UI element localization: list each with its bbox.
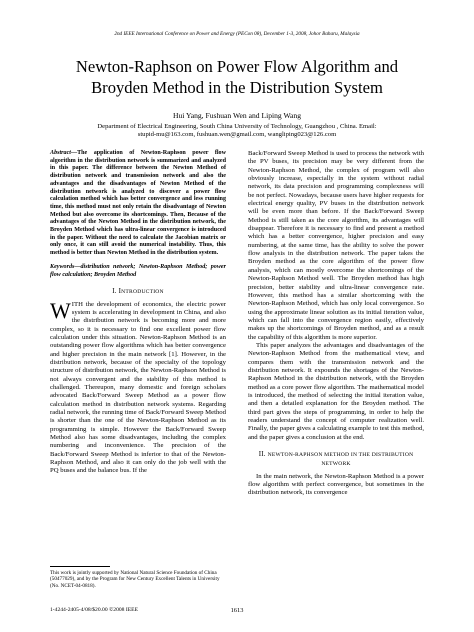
section-title-cap: I [118, 287, 122, 296]
keywords [50, 264, 226, 279]
intro-text: ITH the development of economics, the electric power system is accelerating in development in China, and also the distribution network is becoming more and more complex, so it is necessary to find one excellent power flow calculation under this situation. Newton-Raphson Method is an outstanding power flow algorithms which has better convergence and higher precision in the main network [1]. However, in the distribution network, because of the specialty of the topology structure of distribution network, the Newton-Raphson Method is not always convergent and the stability of this method is challenged. Thereupon, many domestic and foreign scholars advocated Back/Forward Sweep Method as a power flow calculation method in distribution network systems. Regarding radial network, the running time of Back/Forward Sweep Method is shorter than the one of the Newton-Raphson Method as its programming is simple. However the Back/Forward Sweep Method also has some disadvantages, including the complex numbering and inconvenience. The precision of the Back/Forward Sweep Method is inferior to that of the Newton-Raphson Method, and also it can only do the job well with the PQ buses and the balance bus. If the [50, 300, 226, 475]
funding-footnote: This work is jointly supported by National Natural Science Foundation of China (50477029), and by the Program for New Century Excellent Talents in University (No. NCET-04-0818). [50, 570, 220, 589]
conference-header: 2nd IEEE International Conference on Power and Energy (PECon 08), December 1-3, 2008, Johor Baharu, Malaysia [114, 31, 360, 37]
title-line-2: Broyden Method in the Distribution System [91, 78, 383, 97]
section-2-title: NEWTON-RAPHSON METHOD IN THE DISTRIBUTION [267, 452, 414, 459]
drop-cap: W [50, 297, 71, 323]
section-2-title-line-2: NETWORK [321, 461, 351, 468]
section-number: I. [112, 287, 117, 296]
abstract-lead: Abstract [50, 150, 71, 156]
abstract [50, 150, 226, 258]
section-heading-newton-raphson [248, 450, 424, 469]
footnote-rule [50, 566, 110, 567]
section-title-rest: NTRODUCTION [121, 289, 164, 296]
right-column [248, 150, 424, 498]
author-list: Hui Yang, Fushuan Wen and Liping Wang [172, 111, 301, 120]
keywords-lead: Keywords [50, 263, 75, 270]
section-2-paragraph: In the main network, the Newton-Raphson Method is a power flow algorithm with perfect convergence, but sometimes in the distribution network, its convergence [248, 472, 424, 497]
page-number: 1613 [230, 607, 244, 614]
section-2-number: II. [258, 450, 266, 459]
section-heading-introduction [50, 287, 226, 296]
affiliation-line-2: stupid-mu@163.com, fushuan.wen@gmail.com, wangliping023@126.com [137, 131, 337, 139]
affiliation-line-1: Department of Electrical Engineering, South China University of Technology, Guangzhou , China. Email: [97, 123, 377, 130]
title-line-1: Newton-Raphson on Power Flow Algorithm and [75, 57, 399, 76]
paper-title [30, 56, 444, 98]
abstract-text: —The application of Newton-Raphson power flow algorithm in the distribution network is summarized and analyzed in this paper. The difference between the Newton Method of distribution network and transmission network and also the advantages and the disadvantages of Newton Method of the distribution network is analyzed to discover a power flow calculation method which has better convergence and less running time, this method must not only retain the disadvantage of Newton Method but also overcome its shortcomings. Then, Because of the advantages of the Newton Method in the distribution network, the Broyden Method which has ultra-linear convergence is introduced in the paper. Without the need to calculate the Jacobian matrix or only once, it can still avoid the numerical instability. Thus, this method is better than Newton Method in the distribution system. [50, 150, 226, 257]
keywords-text: —distribution network; Newton-Raphson Method; power flow calculation; Broyden Method [50, 263, 226, 278]
right-paragraph-2: This paper analyzes the advantages and disadvantages of the Newton-Raphson Method from the mathematical view, and compares them with the transmission network and the distribution network. It expounds the shortages of the Newton-Raphson Method in the distribution network, with the Broyden method as a core power flow algorithm. The mathematical model is introduced, the method of selecting the initial iteration value, and then a detailed explanation for the Broyden method. The third part gives the steps of programming, in order to help the readers understand the concept of computer realization well. Finally, the paper gives a calculating example to test this method, and the paper gives a conclusion at the end. [248, 341, 424, 441]
right-paragraph-1: Back/Forward Sweep Method is used to process the network with the PV buses, its precision may be very different from the Newton-Raphson Method, the complex of program will also obviously increase, especially in the system without radial network, its data precision and programming complexness will be not perfect. Nowadays, because users have higher requests for electrical energy quality, PV buses in the distribution network will be even more than before. If the Back/Forward Sweep Method is still taken as the core algorithm, its advantages will disappear. Therefore it is necessary to find and present a method which has a better convergence, higher precision and easy numbering, at the same time, has the ability to solve the power flow analysis in the distribution network. The paper takes the Broyden method as the core algorithm of the power flow analysis, which can mostly overcome the shortcomings of the Newton-Raphson Method well. The Broyden method has high precision, better stability and ultra-linear convergence rate. However, this method has a similar shortcoming with the Newton-Raphson Method, which has only local convergence. So using the approximate linear solution as its initial iteration value, which can fall into the convergence region easily, effectively makes up the shortcomings of Broyden method, and as a result the capability of this algorithm is more superior. [248, 150, 424, 341]
affiliation [60, 123, 414, 139]
intro-paragraph [50, 297, 226, 476]
left-column [50, 150, 226, 476]
copyright-notice: 1-4244-2405-4/08/$20.00 ©2008 IEEE [50, 607, 138, 613]
